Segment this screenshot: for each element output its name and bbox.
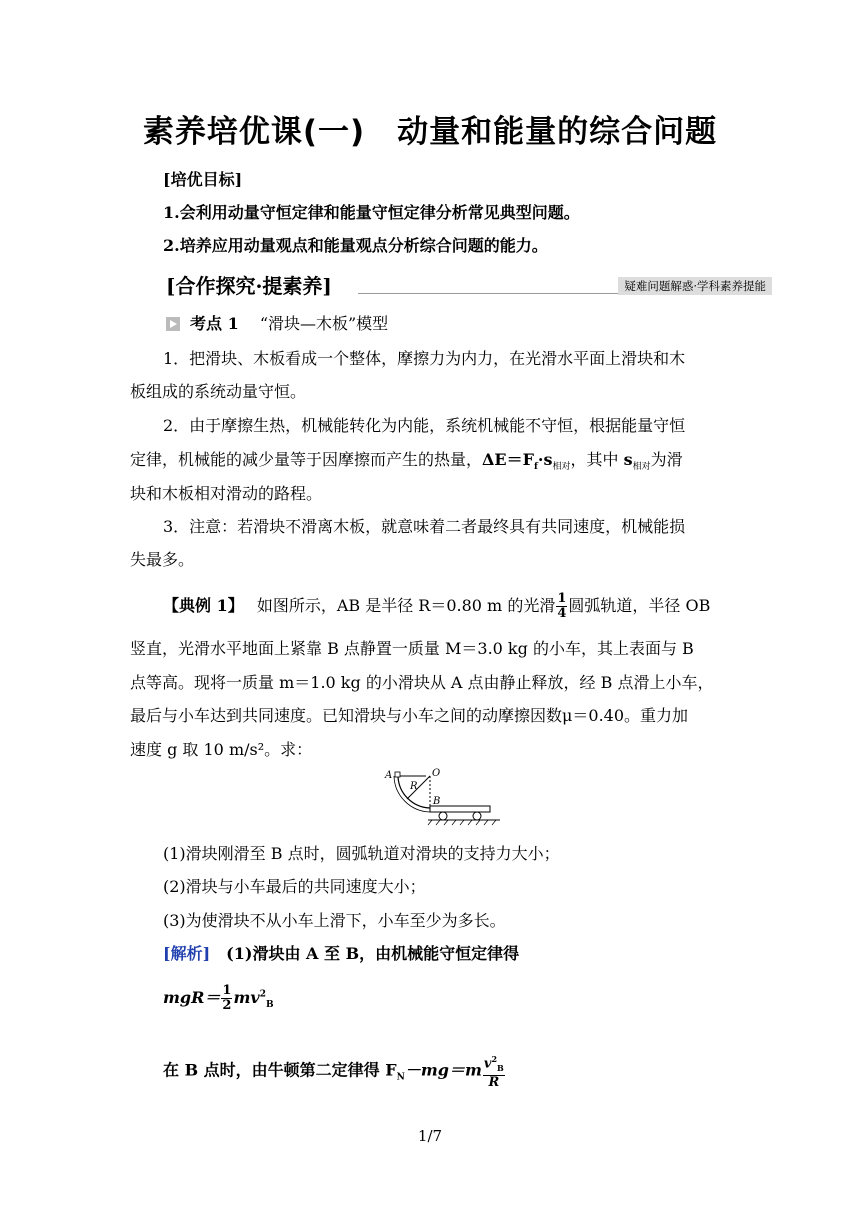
example-line-5: 速度 g 取 10 m/s²。求： (130, 740, 313, 759)
label-r: R (410, 781, 418, 792)
point-2-mid: ，其中 (570, 450, 624, 469)
example-line-4: 最后与小车达到共同速度。已知滑块与小车之间的动摩擦因数μ＝0.40。重力加 (130, 706, 689, 725)
equation-1 (163, 984, 274, 1015)
formula-delta-e: ΔE＝F (482, 450, 534, 469)
fraction-numerator: 1 (557, 591, 567, 606)
eq2-mid: －mg＝m (404, 1060, 482, 1080)
example-text-1-end: 圆弧轨道，半径 OB (568, 596, 711, 615)
point-2-line-1: 2．由于摩擦生热，机械能转化为内能，系统机械能不守恒，根据能量守恒 (163, 416, 686, 435)
point-2-end: 为滑 (650, 450, 683, 469)
slider-block (395, 772, 400, 777)
point-3-line-2: 失最多。 (130, 550, 195, 569)
vb-squared (483, 1052, 505, 1076)
goal-item-2: 2.培养应用动量观点和能量观点分析综合问题的能力。 (163, 236, 548, 255)
eq1-sub: B (265, 1000, 274, 1011)
section-bar (166, 270, 772, 296)
section-label: [合作探究·提素养] (166, 274, 332, 298)
cart-wheel-left (439, 812, 447, 820)
vb-sub: B (497, 1062, 504, 1073)
symbol-sub-relative: 相对 (632, 462, 651, 473)
question-3: (3)为使滑块不从小车上滑下，小车至少为多长。 (163, 911, 506, 930)
eq1-sup: 2 (259, 989, 266, 1000)
example-label: 【典例 1】 (163, 596, 236, 615)
play-triangle-icon (166, 317, 180, 331)
example-line-1 (163, 592, 710, 621)
eq2-pre: 在 B 点时，由牛顿第二定律得 F (163, 1060, 397, 1080)
formula-sub-f: f (534, 462, 538, 473)
formula-s: ·s (537, 450, 553, 469)
example-text-1: 如图所示，AB 是半径 R＝0.80 m 的光滑 (256, 596, 556, 615)
eq1-right: mv (233, 988, 260, 1007)
symbol-s: s (623, 450, 633, 469)
fraction-denominator: 4 (557, 606, 567, 621)
question-2: (2)滑块与小车最后的共同速度大小； (163, 877, 426, 896)
kaodian-heading (166, 314, 388, 334)
cart-wheel-right (473, 812, 481, 820)
equation-2 (163, 1052, 506, 1090)
formula-sub-relative: 相对 (552, 462, 571, 473)
page-title: 素养培优课(一) 动量和能量的综合问题 (142, 114, 718, 150)
eq1-left: mgR＝ (163, 988, 221, 1007)
label-a: A (385, 770, 393, 781)
half-numerator: 1 (222, 983, 232, 998)
goals-header: [培优目标] (163, 170, 243, 189)
kaodian-name: “滑块—木板”模型 (259, 314, 389, 333)
page-number: 1/7 (417, 1127, 443, 1145)
track-cart-figure (380, 764, 510, 828)
solution-step-1: (1)滑块由 A 至 B，由机械能守恒定律得 (226, 944, 520, 963)
kaodian-label: 考点 1 (190, 314, 239, 333)
vb-symbol: v (483, 1056, 492, 1072)
section-tag: 疑难问题解惑·学科素养提能 (618, 277, 772, 295)
label-b: B (433, 796, 441, 807)
ground-hatch (428, 820, 496, 825)
solution-label: [解析] (163, 944, 211, 963)
example-line-2: 竖直，光滑水平地面上紧靠 B 点静置一质量 M＝3.0 kg 的小车，其上表面与 B (130, 639, 694, 658)
point-1-line-2: 板组成的系统动量守恒。 (130, 382, 307, 401)
point-1-line-1: 1．把滑块、木板看成一个整体，摩擦力为内力，在光滑水平面上滑块和木 (163, 349, 686, 368)
r-denominator: R (488, 1074, 500, 1090)
point-2-line-2 (130, 450, 683, 477)
half-fraction (221, 984, 232, 1013)
solution-line-1 (163, 944, 519, 964)
goal-item-1: 1.会利用动量守恒定律和能量守恒定律分析常见典型问题。 (163, 203, 580, 222)
half-denominator: 2 (222, 998, 232, 1013)
label-o: O (432, 768, 441, 779)
point-2-line-3: 块和木板相对滑动的路程。 (130, 484, 323, 503)
quarter-fraction (556, 592, 567, 621)
point-2-text: 定律，机械能的减少量等于因摩擦而产生的热量， (130, 450, 483, 469)
eq2-sub-n: N (396, 1072, 405, 1083)
question-1: (1)滑块刚滑至 B 点时，圆弧轨道对滑块的支持力大小； (163, 844, 560, 863)
vb-sup: 2 (491, 1054, 498, 1064)
example-line-3: 点等高。现将一质量 m＝1.0 kg 的小滑块从 A 点由静止释放，经 B 点滑上小车， (130, 673, 714, 692)
vb-over-r-fraction (483, 1052, 505, 1090)
point-3-line-1: 3．注意：若滑块不滑离木板，就意味着二者最终具有共同速度，机械能损 (163, 517, 686, 536)
